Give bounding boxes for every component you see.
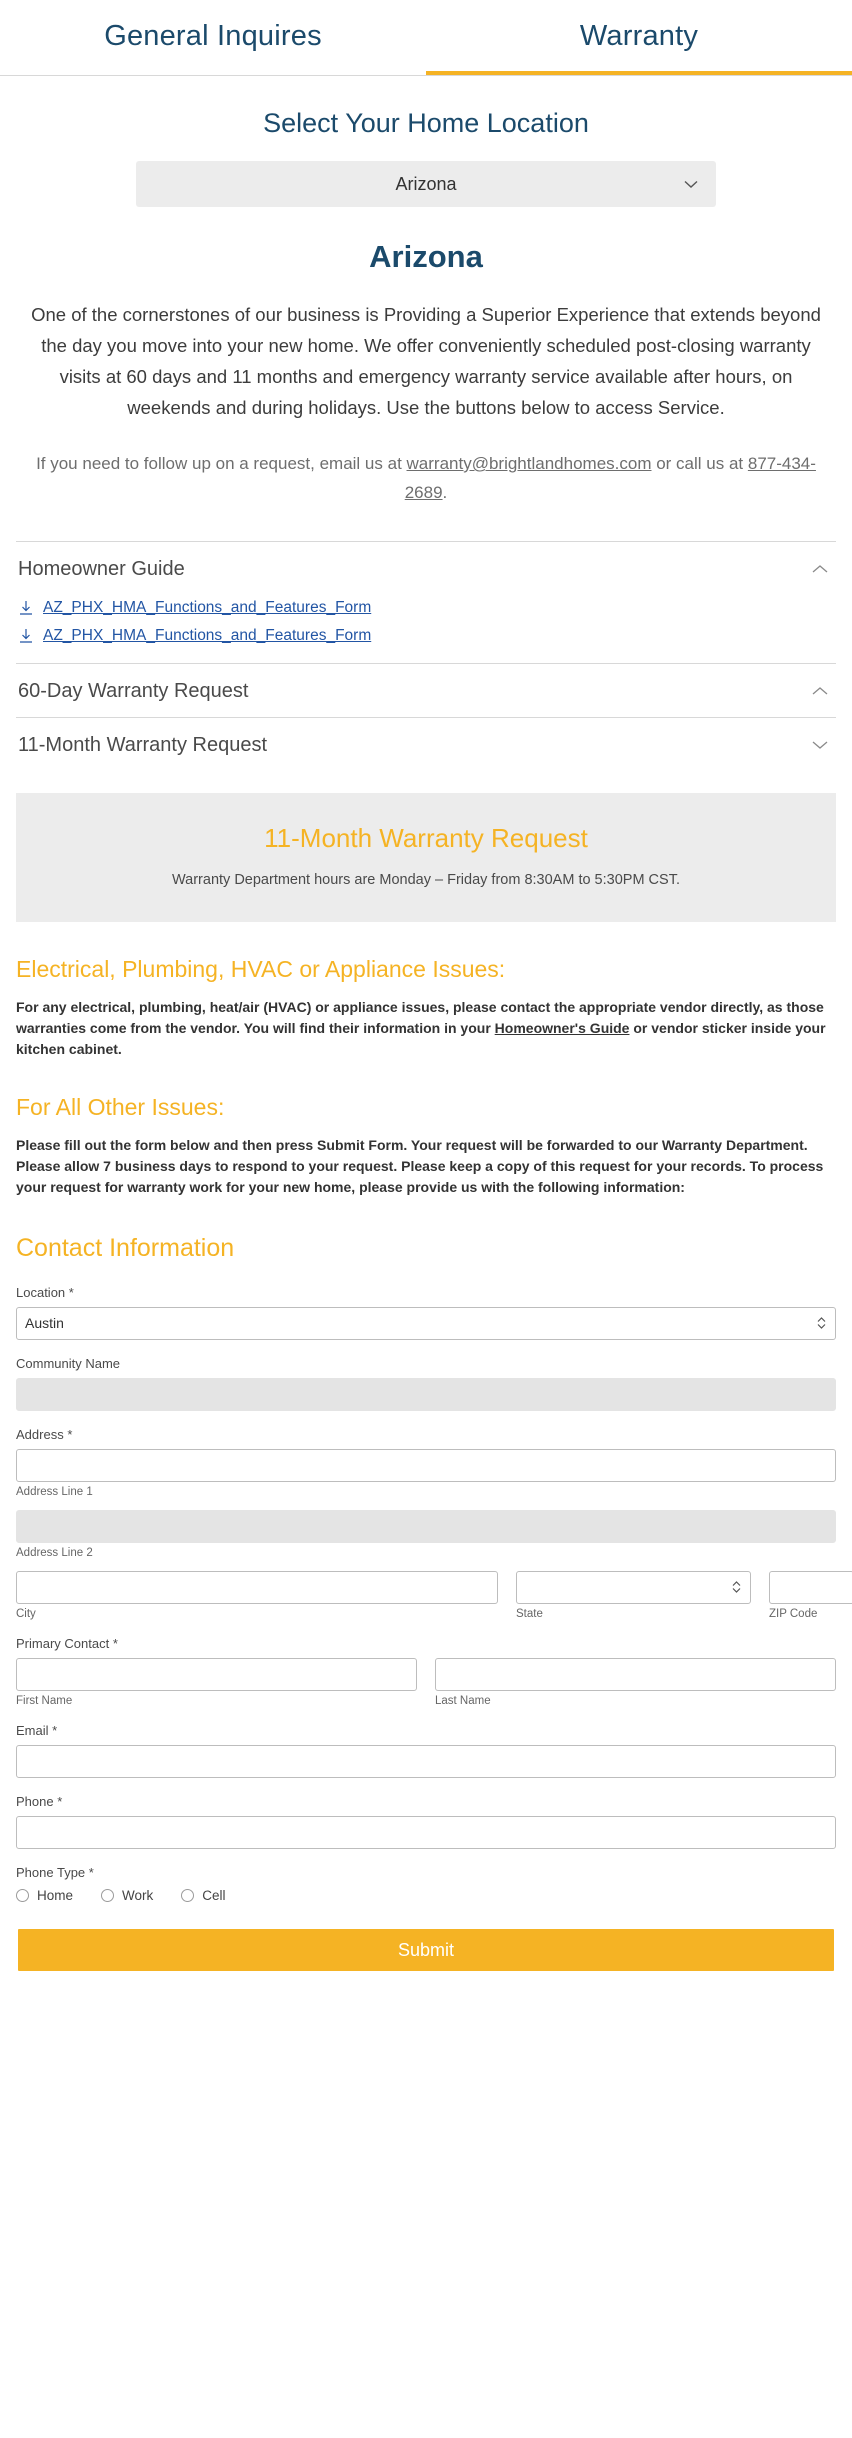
section-vendor-issues [16, 956, 836, 1060]
tab-warranty-label: Warranty [579, 20, 699, 52]
location-select-wrapper [16, 1307, 836, 1340]
city-sublabel: City [16, 1608, 36, 1620]
field-phone-label-text: Phone [16, 1794, 54, 1809]
field-phone-type-label [16, 1865, 836, 1880]
first-name-input[interactable] [16, 1658, 417, 1691]
accordion-60-day-warranty-title: 60-Day Warranty Request [18, 680, 249, 702]
home-location-selected-value: Arizona [395, 174, 457, 194]
field-address [16, 1427, 836, 1620]
submit-wrapper [0, 1929, 852, 1971]
field-address-required: * [67, 1427, 73, 1442]
warranty-phone-link[interactable]: 877-434-2689 [404, 454, 816, 502]
last-name-sublabel: Last Name [435, 1695, 491, 1707]
field-email-required: * [52, 1723, 58, 1738]
file-link[interactable]: AZ_PHX_HMA_Functions_and_Features_Form [43, 599, 372, 616]
tab-general-inquires[interactable] [0, 6, 426, 75]
home-location-select[interactable] [136, 161, 716, 207]
accordion-60-day-warranty-header[interactable] [16, 664, 836, 718]
tab-general-inquires-label: General Inquires [104, 20, 322, 52]
community-name-input[interactable] [16, 1378, 836, 1411]
field-email-label [16, 1723, 836, 1738]
state-select-wrapper [136, 161, 716, 207]
section-vendor-issues-title: Electrical, Plumbing, HVAC or Appliance Issues: [16, 956, 506, 982]
field-phone-type-required: * [88, 1865, 94, 1880]
chevron-updown-icon [817, 1316, 826, 1332]
page-content [0, 108, 852, 1903]
field-email-label-text: Email [16, 1723, 49, 1738]
field-city [16, 1571, 498, 1620]
homeowners-guide-link[interactable]: Homeowner's Guide [494, 1020, 630, 1036]
field-phone-type-label-text: Phone Type [16, 1865, 86, 1880]
field-primary-contact-label [16, 1636, 836, 1651]
tab-warranty[interactable] [426, 6, 852, 75]
field-phone-required: * [57, 1794, 63, 1809]
section-vendor-issues-body-suffix: or vendor sticker inside your kitchen cabinet. [16, 1020, 826, 1057]
field-address-label [16, 1427, 836, 1442]
address-city-state-zip-row [16, 1571, 836, 1620]
download-icon [18, 600, 34, 616]
submit-button[interactable]: Submit [18, 1929, 834, 1971]
location-select-value: Austin [25, 1315, 64, 1331]
radio-phone-type-home[interactable] [16, 1888, 73, 1903]
radio-phone-type-cell[interactable] [181, 1888, 225, 1903]
accordion-11-month-warranty-header[interactable] [16, 718, 836, 771]
warranty-request-panel-title: 11-Month Warranty Request [264, 823, 588, 853]
radio-icon [16, 1889, 29, 1902]
field-community-name [16, 1356, 836, 1411]
file-link[interactable]: AZ_PHX_HMA_Functions_and_Features_Form [43, 627, 372, 644]
phone-field[interactable] [16, 1816, 836, 1849]
field-address-label-text: Address [16, 1427, 64, 1442]
field-phone-type [16, 1865, 836, 1903]
field-location-label [16, 1285, 836, 1300]
zip-code-input[interactable] [769, 1571, 852, 1604]
list-item[interactable] [18, 623, 834, 651]
state-select-form[interactable] [516, 1571, 751, 1604]
followup-middle: or call us at [651, 454, 748, 473]
location-select[interactable] [16, 1307, 836, 1340]
address-line-1-sublabel: Address Line 1 [16, 1486, 93, 1498]
field-email [16, 1723, 836, 1778]
accordion-homeowner-guide-body [16, 595, 836, 663]
section-other-issues [16, 1094, 836, 1198]
warranty-email-link[interactable]: warranty@brightlandhomes.com [406, 454, 652, 473]
phone-type-radio-group [16, 1888, 836, 1903]
field-primary-contact [16, 1636, 836, 1707]
field-primary-contact-label-text: Primary Contact [16, 1636, 110, 1651]
radio-icon [181, 1889, 194, 1902]
city-input[interactable] [16, 1571, 498, 1604]
section-vendor-issues-body-prefix: For any electrical, plumbing, heat/air (HVAC) or appliance issues, please contact the appropriate vendor directly, as those warranties come from the vendor. You will find their information in your [16, 999, 824, 1036]
chevron-down-icon [812, 737, 828, 754]
select-location-heading: Select Your Home Location [263, 108, 589, 138]
accordion-homeowner-guide-title: Homeowner Guide [18, 558, 185, 580]
chevron-down-icon [684, 161, 698, 207]
warranty-request-panel [16, 793, 836, 922]
section-other-issues-title: For All Other Issues: [16, 1094, 225, 1120]
download-icon [18, 628, 34, 644]
accordion-11-month-warranty [16, 718, 836, 771]
last-name-input[interactable] [435, 1658, 836, 1691]
followup-prefix: If you need to follow up on a request, email us at [36, 454, 407, 473]
tab-bar [0, 6, 852, 76]
accordion-group [16, 541, 836, 771]
accordion-11-month-warranty-title: 11-Month Warranty Request [18, 734, 267, 756]
field-location-label-text: Location [16, 1285, 66, 1300]
list-item[interactable] [18, 595, 834, 623]
field-primary-contact-required: * [112, 1636, 118, 1651]
followup-suffix: . [442, 483, 448, 502]
followup-text [31, 449, 821, 507]
field-zip [769, 1571, 852, 1620]
address-line-2-sublabel: Address Line 2 [16, 1547, 93, 1559]
address-line-1-input[interactable] [16, 1449, 836, 1482]
field-phone [16, 1794, 836, 1849]
accordion-60-day-warranty [16, 664, 836, 718]
radio-icon [101, 1889, 114, 1902]
field-location-required: * [68, 1285, 74, 1300]
radio-phone-type-cell-label: Cell [202, 1888, 226, 1903]
chevron-up-icon [812, 561, 828, 578]
state-title: Arizona [369, 239, 483, 274]
warranty-request-panel-subtitle: Warranty Department hours are Monday – Friday from 8:30AM to 5:30PM CST. [172, 872, 680, 888]
field-last-name [435, 1658, 836, 1707]
field-community-name-label: Community Name [16, 1356, 121, 1371]
radio-phone-type-home-label: Home [37, 1888, 74, 1903]
chevron-up-icon [812, 683, 828, 700]
field-location [16, 1285, 836, 1340]
radio-phone-type-work[interactable] [101, 1888, 153, 1903]
first-name-sublabel: First Name [16, 1695, 73, 1707]
section-other-issues-body: Please fill out the form below and then press Submit Form. Your request will be forwarded to our Warranty Department. Please allow 7 business days to respond to your request. Please keep a copy of this request for your records. To process your request for warranty work for your new home, please provide us with the following information: [16, 1137, 824, 1195]
section-vendor-issues-body [16, 997, 836, 1060]
field-state [516, 1571, 751, 1620]
field-phone-label [16, 1794, 836, 1809]
field-first-name [16, 1658, 417, 1707]
state-intro-paragraph: One of the cornerstones of our business is Providing a Superior Experience that extends beyond the day you move into your new home. We offer conveniently scheduled post-closing warranty visits at 60 days and 11 months and emergency warranty service available after hours, on weekends and during holidays. Use the buttons below to access Service. [31, 304, 821, 418]
radio-phone-type-work-label: Work [122, 1888, 154, 1903]
address-line-2-input[interactable] [16, 1510, 836, 1543]
accordion-homeowner-guide [16, 542, 836, 663]
state-sublabel: State [516, 1608, 543, 1620]
accordion-homeowner-guide-header[interactable] [16, 542, 836, 595]
primary-contact-row [16, 1658, 836, 1707]
state-select-wrapper-form [516, 1571, 751, 1604]
zip-code-sublabel: ZIP Code [769, 1608, 818, 1620]
email-field[interactable] [16, 1745, 836, 1778]
chevron-updown-icon [732, 1580, 741, 1596]
contact-information-title: Contact Information [16, 1234, 235, 1262]
